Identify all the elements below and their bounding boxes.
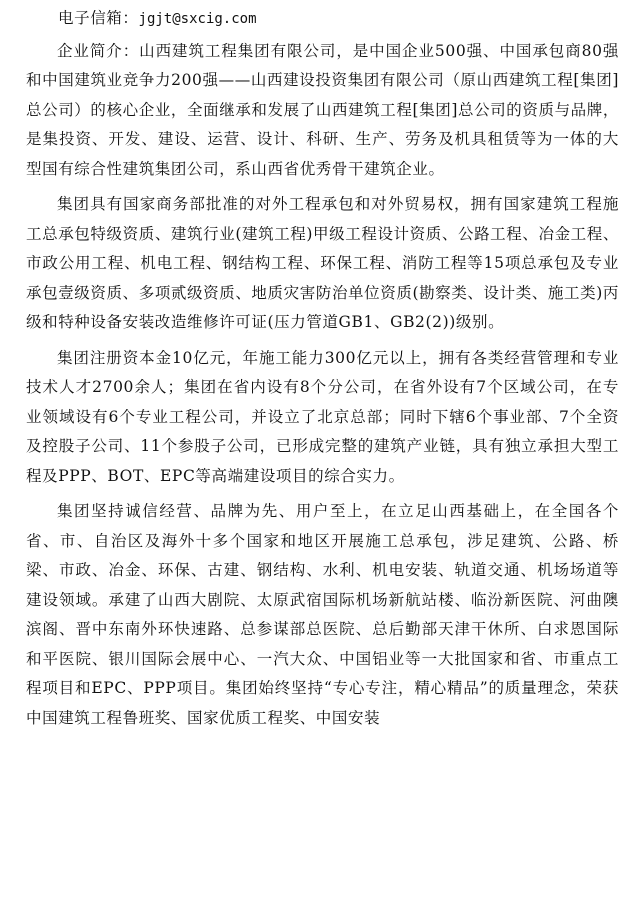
email-line <box>26 4 619 35</box>
company-intro-paragraph: 企业简介：山西建筑工程集团有限公司，是中国企业500强、中国承包商80强和中国建筑业竞争力200强——山西建设投资集团有限公司（原山西建筑工程[集团]总公司）的核心企业，全面继承和发展了山西建筑工程[集团]总公司的资质与品牌，是集投资、开发、建设、运营、设计、科研、生产、劳务及机具租赁等为一体的大型国有综合性建筑集团公司，系山西省优秀骨干建筑企业。 <box>26 41 619 178</box>
capital-paragraph: 集团注册资本金10亿元，年施工能力300亿元以上，拥有各类经营管理和专业技术人才2700余人；集团在省内设有8个分公司，在省外设有7个区域公司，在专业领域设有6个专业工程公司，并设立了北京总部；同时下辖6个事业部、7个全资及控股子公司、11个参股子公司，已形成完整的建筑产业链，具有独立承担大型工程及PPP、BOT、EPC等高端建设项目的综合实力。 <box>26 348 619 485</box>
qualifications-paragraph: 集团具有国家商务部批准的对外工程承包和对外贸易权，拥有国家建筑工程施工总承包特级资质、建筑行业(建筑工程)甲级工程设计资质、公路工程、冶金工程、市政公用工程、机电工程、钢结构工程、环保工程、消防工程等15项总承包及专业承包壹级资质、多项贰级资质、地质灾害防治单位资质(勘察类、设计类、施工类)丙级和特种设备安装改造维修许可证(压力管道GB1、GB2(2))级别。 <box>26 195 619 331</box>
projects-paragraph: 集团坚持诚信经营、品牌为先、用户至上，在立足山西基础上，在全国各个省、市、自治区及海外十多个国家和地区开展施工总承包，涉足建筑、公路、桥梁、市政、冶金、环保、古建、钢结构、水利、机电安装、轨道交通、机场场道等建设领域。承建了山西大剧院、太原武宿国际机场新航站楼、临汾新医院、河曲隩滨阁、晋中东南外环快速路、总参谋部总医院、总后勤部天津干休所、白求恩国际和平医院、银川国际会展中心、一汽大众、中国铝业等一大批国家和省、市重点工程项目和EPC、PPP项目。集团始终坚持“专心专注，精心精品”的质量理念，荣获中国建筑工程鲁班奖、国家优质工程奖、中国安装 <box>26 502 619 727</box>
email-address: jgjt@sxcig.com <box>138 11 257 27</box>
email-label: 电子信箱： <box>58 9 139 27</box>
